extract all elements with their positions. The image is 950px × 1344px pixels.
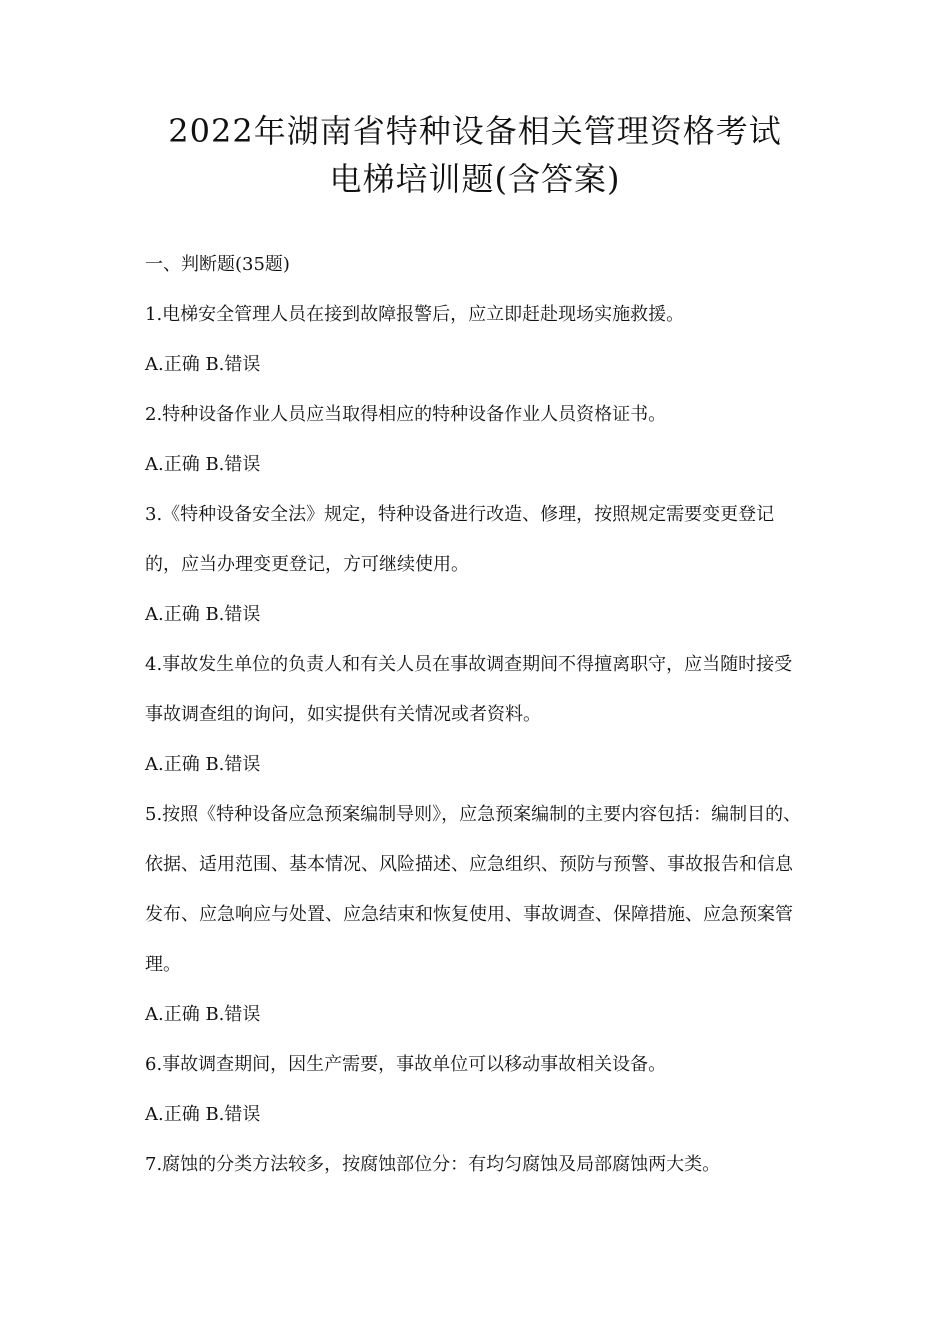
question-text: 7.腐蚀的分类方法较多，按腐蚀部位分：有均匀腐蚀及局部腐蚀两大类。 — [145, 1154, 721, 1175]
document-title — [0, 107, 950, 203]
section-heading: 一、判断题(35题) — [145, 254, 290, 275]
question-options: A.正确 B.错误 — [145, 1004, 261, 1025]
title-line-1: 2022年湖南省特种设备相关管理资格考试 — [168, 112, 782, 150]
question-options: A.正确 B.错误 — [145, 354, 261, 375]
question-options: A.正确 B.错误 — [145, 604, 261, 625]
question-text: 1.电梯安全管理人员在接到故障报警后，应立即赶赴现场实施救援。 — [145, 304, 685, 325]
document-body — [145, 240, 810, 1190]
question-text: 6.事故调查期间，因生产需要，事故单位可以移动事故相关设备。 — [145, 1054, 667, 1075]
question-options: A.正确 B.错误 — [145, 454, 261, 475]
title-line-2: 电梯培训题(含答案) — [329, 160, 621, 198]
question-options: A.正确 B.错误 — [145, 1104, 261, 1125]
question-text: 4.事故发生单位的负责人和有关人员在事故调查期间不得擅离职守，应当随时接受事故调查组的询问，如实提供有关情况或者资料。 — [145, 654, 793, 725]
question-options: A.正确 B.错误 — [145, 754, 261, 775]
question-text: 3.《特种设备安全法》规定，特种设备进行改造、修理，按照规定需要变更登记的，应当办理变更登记，方可继续使用。 — [145, 504, 775, 575]
question-text: 5.按照《特种设备应急预案编制导则》，应急预案编制的主要内容包括：编制目的、依据、适用范围、基本情况、风险描述、应急组织、预防与预警、事故报告和信息发布、应急响应与处置、应急结束和恢复使用、事故调查、保障措施、应急预案管理。 — [145, 804, 802, 975]
question-text: 2.特种设备作业人员应当取得相应的特种设备作业人员资格证书。 — [145, 404, 667, 425]
